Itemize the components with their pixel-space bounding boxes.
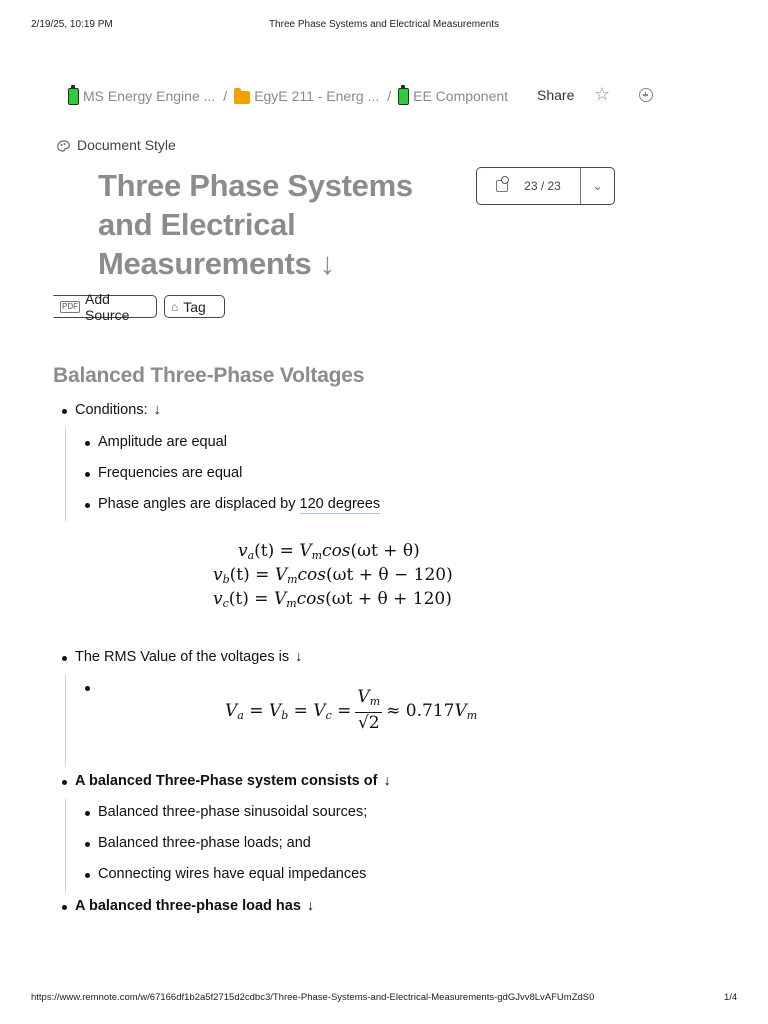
bullet (85, 441, 90, 446)
arrow-down-icon[interactable]: ↓ (153, 402, 161, 418)
equation-vc: $v_c(t) = V_m\cos(\omega t + \theta + 120)$ (213, 589, 452, 610)
breadcrumb (68, 86, 508, 106)
list-item[interactable] (98, 804, 367, 820)
star-icon[interactable]: ☆ (594, 84, 611, 104)
list-item-system[interactable] (75, 773, 391, 789)
print-title: Three Phase Systems and Electrical Measurements (268, 19, 500, 30)
list-item-text: The RMS Value of the voltages is (75, 649, 290, 665)
list-item-text: Balanced three-phase loads; and (98, 835, 311, 851)
list-item[interactable] (98, 835, 311, 851)
chevron-down-icon[interactable]: ⌄ (592, 179, 603, 193)
bullet (85, 811, 90, 816)
plus-circle-icon[interactable] (639, 88, 653, 102)
breadcrumb-label: EE Component (413, 88, 509, 104)
equation-rms: $V_a = V_b = V_c$ = $\frac{V_m}{√2}$ ≈ $0.717V_m$ (225, 687, 478, 733)
card-counter-value[interactable] (477, 168, 581, 204)
reference-link[interactable]: 120 degrees (299, 496, 381, 512)
list-item-load[interactable] (75, 898, 314, 914)
list-item[interactable] (98, 465, 242, 481)
pdf-icon: PDF (62, 301, 78, 311)
breadcrumb-label: EgyE 211 - Energ ... (254, 88, 380, 104)
tag-icon: ⌂ (171, 299, 179, 314)
add-source-button[interactable] (53, 290, 157, 323)
bullet (62, 905, 67, 910)
card-count: 23 / 23 (524, 179, 561, 193)
breadcrumb-item-ee-component[interactable] (398, 87, 508, 105)
arrow-down-icon[interactable]: ↓ (295, 649, 303, 665)
breadcrumb-item-ms-energy[interactable] (68, 87, 215, 105)
list-item[interactable] (98, 496, 380, 512)
arrow-down-icon[interactable]: ↓ (383, 773, 391, 789)
battery-icon (68, 88, 79, 105)
card-counter[interactable] (476, 167, 615, 205)
list-item-text: Connecting wires have equal impedances (98, 866, 367, 882)
equation-va: $v_a(t) = V_m\cos(\omega t + \theta)$ (238, 541, 420, 562)
breadcrumb-separator: / (223, 88, 228, 104)
equation-vb: $v_b(t) = V_m\cos(\omega t + \theta - 120)$ (213, 565, 453, 586)
bullet (62, 780, 67, 785)
list-item-text: A balanced Three-Phase system consists of (75, 773, 378, 789)
list-item-text: Balanced three-phase sinusoidal sources; (98, 804, 368, 820)
arrow-down-icon[interactable]: ↓ (306, 898, 315, 914)
tag-label: Tag (183, 298, 206, 315)
document-style-label: Document Style (77, 137, 176, 153)
list-item-conditions[interactable] (75, 402, 161, 418)
breadcrumb-separator: / (387, 88, 392, 104)
fraction: $\frac{V_m}{√2}$ (357, 687, 381, 733)
folder-icon (234, 91, 250, 104)
print-header (0, 19, 768, 33)
print-url: https://www.remnote.com/w/67166df1b2a5f2715d2cdbc3/Three-Phase-Systems-and-Electrical-Measurements-gdGJvv8LvAFUmZdS0 (31, 992, 595, 1003)
print-page-number: 1/4 (724, 992, 738, 1003)
palette-icon (56, 139, 71, 152)
indent-rail (65, 799, 66, 892)
list-item[interactable] (98, 866, 366, 882)
battery-icon (398, 88, 409, 105)
list-item-text: Frequencies are equal (98, 465, 243, 481)
print-footer (0, 992, 768, 1006)
bullet (62, 409, 67, 414)
indent-rail (65, 428, 66, 521)
list-item-text: Phase angles are displaced by (98, 496, 300, 512)
bullet (85, 503, 90, 508)
bullet (85, 472, 90, 477)
bullet (85, 686, 90, 691)
add-source-label: Add Source (85, 290, 130, 323)
list-item[interactable] (98, 434, 227, 450)
bullet (85, 873, 90, 878)
share-button[interactable]: Share (537, 87, 575, 103)
page-title[interactable]: Three Phase Systems and Electrical Measurements ↓ (98, 168, 413, 281)
section-heading[interactable]: Balanced Three-Phase Voltages (53, 364, 365, 387)
flashcard-icon (496, 180, 508, 192)
list-item-text: Conditions: (75, 402, 148, 418)
tag-button[interactable] (164, 295, 225, 318)
breadcrumb-item-egye-211[interactable] (234, 88, 379, 104)
bullet (85, 842, 90, 847)
indent-rail (65, 675, 66, 767)
document-style-button[interactable] (56, 137, 176, 153)
list-item-text: A balanced three-phase load has (75, 898, 301, 914)
print-datetime: 2/19/25, 10:19 PM (31, 19, 113, 30)
bullet (62, 656, 67, 661)
list-item-text: Amplitude are equal (98, 434, 227, 450)
list-item-rms[interactable] (75, 649, 302, 665)
breadcrumb-label: MS Energy Engine ... (83, 88, 216, 104)
